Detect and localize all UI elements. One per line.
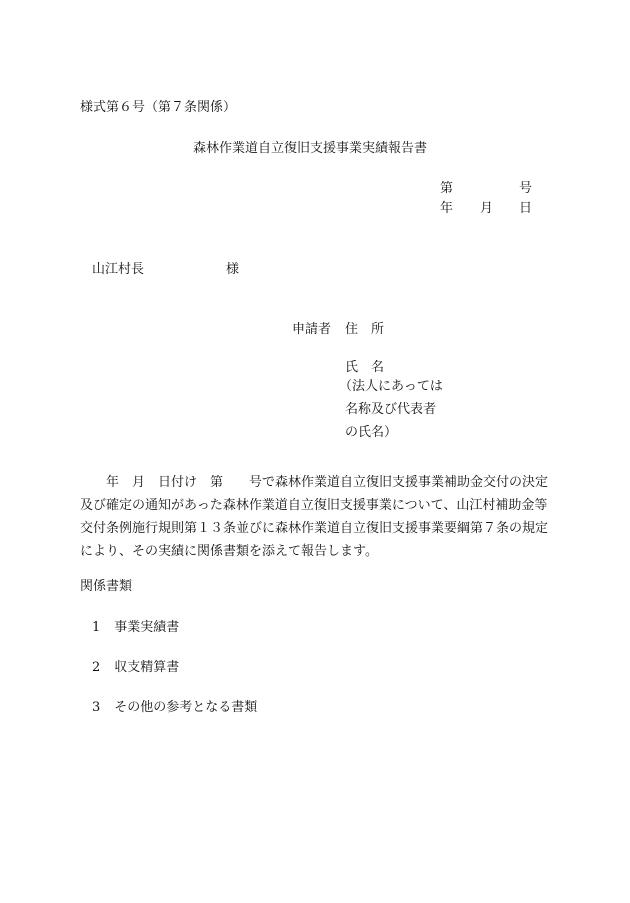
addressee-name: 山江村長: [92, 262, 145, 277]
date-year: 年: [440, 201, 454, 216]
addressee-honorific: 様: [226, 262, 240, 277]
document-title: 森林作業道自立復旧支援事業実績報告書: [193, 141, 428, 156]
report-body-paragraph: 年 月 日付け 第 号で森林作業道自立復旧支援事業補助金交付の決定及び確定の通知があった森林作業道自立復旧支援事業について、山江村補助金等交付条例施行規則第１３条並びに森林作業道自立復旧支援事業要綱第７条の規定により、その実績に関係書類を添えて報告します。: [80, 475, 549, 559]
list-item-number: 1: [92, 620, 101, 635]
corporate-note-line: （法人にあっては: [339, 379, 443, 394]
corporate-note: [339, 375, 443, 444]
number-prefix: 第: [440, 181, 454, 196]
applicant-label: 申請者: [292, 322, 332, 337]
corporate-note-line: の氏名）: [345, 425, 398, 440]
corporate-note-line: 名称及び代表者: [345, 402, 437, 417]
number-suffix: 号: [519, 181, 533, 196]
related-documents-heading: 関係書類: [80, 579, 133, 594]
list-item-label: その他の参考となる書類: [114, 700, 258, 715]
list-item: [92, 616, 179, 635]
form-number-label: 様式第６号（第７条関係）: [80, 100, 237, 115]
list-item: [92, 696, 257, 715]
list-item-label: 事業実績書: [114, 620, 180, 635]
applicant-name-label: 氏 名: [345, 360, 385, 375]
list-item-number: 3: [92, 700, 101, 715]
list-item-label: 収支精算書: [114, 660, 180, 675]
date-day: 日: [519, 201, 533, 216]
date-month: 月: [480, 201, 494, 216]
list-item: [92, 656, 179, 675]
applicant-address-label: 住 所: [345, 322, 385, 337]
list-item-number: 2: [92, 660, 101, 675]
